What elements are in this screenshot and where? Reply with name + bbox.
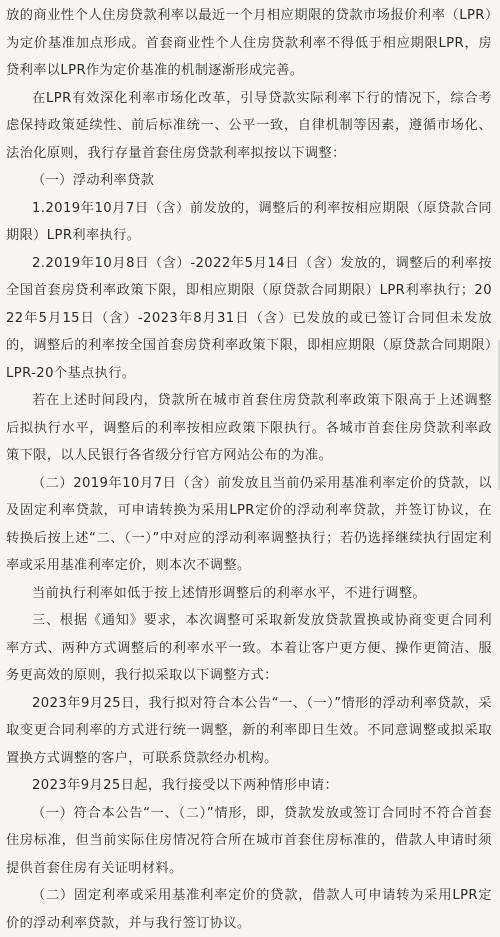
paragraph-case-one: （一）符合本公告“一、（二）”情形，即，贷款发放或签订合同时不符合首套住房标准，但当前实际住房情况符合所在城市首套住房标准的，借款人申请时须提供首套住房有关证明材料。	[6, 805, 492, 876]
paragraph-lpr-basis: 放的商业性个人住房贷款利率以最近一个月相应期限的贷款市场报价利率（LPR）为定价基准加点形成。首套商业性个人住房贷款利率不得低于相应期限LPR，房贷利率以LPR作为定价基准的机制逐渐形成完善。	[6, 8, 492, 78]
paragraph-city-floor: 若在上述时间段内，贷款所在城市首套住房贷款利率政策下限高于上述调整后拟执行水平，调整后的利率按相应政策下限执行。各城市首套住房贷款利率政策下限，以人民银行各省级分行官方网站公布的为准。	[6, 393, 492, 463]
paragraph-adjustment-principle: 在LPR有效深化利率市场化改革，引导贷款实际利率下行的情况下，综合考虑保持政策延续性、前后标准统一、公平一致，自律机制等因素，遵循市场化、法治化原则，我行存量首套住房贷款利率拟按以下调整：	[6, 90, 492, 161]
paragraph-no-adjustment: 当前执行利率如低于按上述情形调整后的利率水平，不进行调整。	[32, 585, 427, 601]
paragraph-case-two: （二）固定利率或采用基准利率定价的贷款，借款人可申请转为采用LPR定价的浮动利率贷款，并与我行签订协议。	[6, 888, 492, 931]
paragraph-item-2: 2.2019年10月8日（含）-2022年5月14日（含）发放的，调整后的利率按全国首套房贷利率政策下限，即相应期限（原贷款合同期限）LPR利率执行；2022年5月15日（含）-2023年8月31日（含）已发放的或已签订合同但未发放的，调整后的利率按全国首套房贷利率政策下限，即相应期限（原贷款合同期限）LPR-20个基点执行。	[6, 255, 492, 381]
paragraph-sept-25-applications: 2023年9月25日起，我行接受以下两种情形申请：	[32, 778, 339, 793]
paragraph-section-three: 三、根据《通知》要求，本次调整可采取新发放贷款置换或协商变更合同利率方式、两种方式调整后的利率水平一致。本着让客户更方便、操作更简洁、服务更高效的原则，我行拟采取以下调整方式：	[6, 613, 492, 683]
paragraph-sept-25-unified: 2023年9月25日，我行拟对符合本公告“一、（一）”情形的浮动利率贷款，采取变更合同利率的方式进行统一调整，新的利率即日生效。不同意调整或拟采取置换方式调整的客户，可联系贷款经办机构。	[6, 695, 492, 766]
heading-floating-rate: （一）浮动利率贷款	[32, 173, 155, 188]
paragraph-item-1: 1.2019年10月7日（含）前发放的，调整后的利率按相应期限（原贷款合同期限）LPR利率执行。	[6, 200, 492, 243]
paragraph-fixed-rate-conversion: （二）2019年10月7日（含）前发放且当前仍采用基准利率定价的贷款，以及固定利率贷款，可申请转换为采用LPR定价的浮动利率贷款，并签订协议，在转换后按上述“二、（一）”中对应的浮动利率调整执行；若仍选择继续执行固定利率或采用基准利率定价，则本次不调整。	[6, 475, 492, 573]
